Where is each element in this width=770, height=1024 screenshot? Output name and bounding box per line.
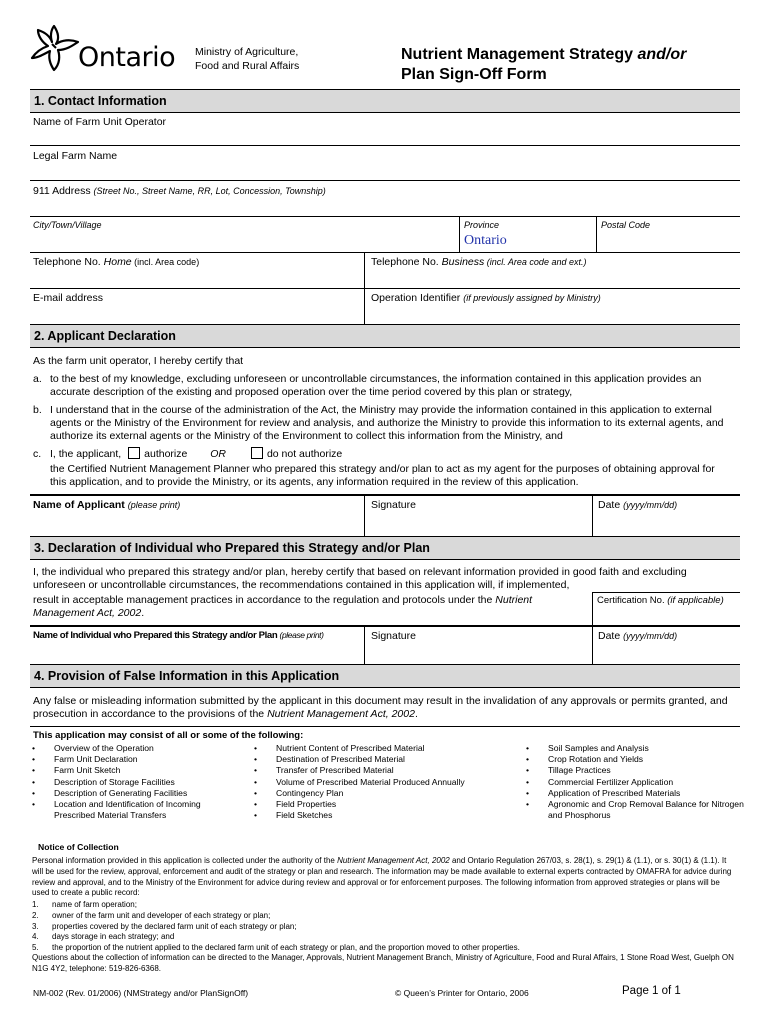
- province-value: Ontario: [464, 233, 507, 248]
- item-c-marker: c.: [33, 448, 42, 460]
- list-item: [254, 754, 514, 765]
- bullet-icon: •: [526, 776, 530, 787]
- list-item-label: Tillage Practices: [548, 765, 611, 776]
- ministry-line-2: Food and Rural Affairs: [195, 60, 300, 72]
- list-item: [254, 743, 514, 754]
- list-item: [32, 765, 242, 776]
- section-2-header: 2. Applicant Declaration: [30, 324, 740, 348]
- form-id: NM-002 (Rev. 01/2006) (NMStrategy and/or PlanSignOff): [33, 988, 249, 998]
- copyright: © Queen’s Printer for Ontario, 2006: [395, 988, 529, 998]
- item-a-marker: a.: [33, 373, 42, 385]
- divider: [30, 216, 740, 217]
- list-item: [32, 754, 242, 765]
- postal-code-label: Postal Code: [601, 220, 651, 230]
- item-b-text: I understand that in the course of the administration of the Act, the Ministry may provide the information contained in this application to external agents or the Ministry of the Environment for review and analysis, and authorize the Ministry to provide this information to its external agents, and authorize its external agents or the Ministry of the Environment to collect this information from the Ministry, and: [50, 404, 724, 442]
- notice-item: [32, 911, 737, 922]
- item-c-text: the Certified Nutrient Management Planner who prepared this strategy and/or plan to act as my agent for the purposes of obtaining approval for this application, and to provide the Ministry, or its agents, any information required in the review of this application.: [50, 463, 715, 488]
- list-item-label: Crop Rotation and Yields: [548, 754, 644, 765]
- notice-item-text: days storage in each strategy; and: [52, 932, 175, 942]
- applicant-signature-label: Signature: [371, 499, 416, 511]
- legal-farm-name-label: Legal Farm Name: [33, 150, 118, 162]
- bullet-icon: •: [32, 754, 36, 765]
- operation-identifier-label: Operation Identifier (if previously assigned by Ministry): [371, 292, 601, 304]
- section-1-header: 1. Contact Information: [30, 89, 740, 113]
- notice-heading: Notice of Collection: [38, 842, 119, 852]
- list-item-label: Destination of Prescribed Material: [276, 754, 405, 765]
- consist-heading: This application may consist of all or some of the following:: [33, 730, 304, 741]
- farm-operator-label: Name of Farm Unit Operator: [33, 116, 167, 128]
- city-label: City/Town/Village: [33, 220, 102, 230]
- consist-list-3: [526, 743, 746, 821]
- preparer-date-label: Date (yyyy/mm/dd): [598, 630, 678, 642]
- bullet-icon: •: [526, 787, 530, 798]
- divider: [30, 494, 740, 496]
- list-item: [254, 788, 514, 799]
- list-item-label: Agronomic and Crop Removal Balance for Nitrogen and Phosphorus: [548, 799, 744, 821]
- list-item-label: Soil Samples and Analysis: [548, 743, 649, 753]
- list-item-label: Application of Prescribed Materials: [548, 787, 681, 798]
- bullet-icon: •: [254, 765, 258, 776]
- email-label: E-mail address: [33, 292, 104, 304]
- logo-text: Ontario: [78, 42, 176, 73]
- list-item-label: Description of Storage Facilities: [54, 776, 175, 787]
- consist-list-2: [254, 743, 514, 821]
- notice-item-number: 5.: [32, 943, 39, 953]
- list-item-label: Field Properties: [276, 799, 337, 810]
- bullet-icon: •: [32, 776, 36, 787]
- section-3-header: 3. Declaration of Individual who Prepared this Strategy and/or Plan: [30, 536, 740, 560]
- notice-item-number: 3.: [32, 921, 39, 931]
- list-item: [526, 799, 746, 821]
- list-item: [254, 799, 514, 810]
- notice-paragraph: Personal information provided in this application is collected under the authority of the Nutrient Management Act, 2002 and Ontario Regulation 267/03, s. 28(1), s. 29(1) & (1.1), or s. 30(1) & (1.1). It will be used for the review, approval, enforcement and audit of the strategy or plan and research. The information may be made available to external experts contracted by OMAFRA for advice during review and approval, and to the Ministry of the Environment for advice during review and approval or for enforcement purposes. The following information from approved strategies or plans will be used to create a public record:: [32, 856, 732, 898]
- notice-item-number: 2.: [32, 910, 39, 920]
- ontario-logo: [30, 22, 180, 78]
- list-item: [254, 777, 514, 788]
- divider: [30, 145, 740, 146]
- bullet-icon: •: [32, 765, 36, 776]
- page-number: Page 1 of 1: [622, 985, 681, 997]
- divider: [30, 288, 740, 289]
- ministry-line-1: Ministry of Agriculture,: [195, 46, 299, 58]
- province-label: Province: [464, 220, 500, 230]
- list-item-label: Overview of the Operation: [54, 743, 154, 753]
- do-not-authorize-checkbox[interactable]: [251, 447, 263, 459]
- notice-questions: Questions about the collection of information can be directed to the Manager, Approvals, Nutrient Management Branch, Ministry of Agriculture, Food and Rural Affairs, 1 Stone Road West, Guelph ON N1G 4Y2, telephone: 519-826-6368.: [32, 953, 734, 973]
- item-a-text: to the best of my knowledge, excluding unforeseen or uncontrollable circumstances, the information contained in this application provides an accurate description of the existing and proposed operation over the time period covered by this plan or strategy,: [50, 373, 702, 398]
- applicant-date-label: Date (yyyy/mm/dd): [598, 499, 678, 511]
- bullet-icon: •: [254, 787, 258, 798]
- notice-item: [32, 922, 737, 933]
- divider: [30, 625, 740, 627]
- bullet-icon: •: [32, 787, 36, 798]
- divider: [364, 495, 365, 536]
- notice-item: [32, 932, 737, 943]
- list-item: [526, 754, 746, 765]
- notice-item-number: 1.: [32, 900, 39, 909]
- list-item: [254, 810, 514, 821]
- list-item-label: Field Sketches: [276, 810, 333, 821]
- bullet-icon: •: [526, 754, 530, 765]
- trillium-icon: [30, 22, 82, 74]
- divider: [30, 180, 740, 181]
- section-3-text: I, the individual who prepared this strategy and/or plan, hereby certify that based on relevant information provided in good faith and excluding unforeseen or uncontrollable circumstances, the recommendations contained in this application will, if implemented,: [33, 566, 687, 591]
- bullet-icon: •: [526, 799, 530, 810]
- list-item-label: Farm Unit Sketch: [54, 765, 121, 776]
- telephone-business-label: Telephone No. Business (incl. Area code and ext.): [371, 256, 587, 268]
- section-3-text-cont: result in acceptable management practices in accordance to the regulation and protocols under the Nutrient Management Act, 2002.: [33, 594, 533, 619]
- bullet-icon: •: [254, 810, 258, 821]
- certification-label: Certification No. (if applicable): [597, 595, 724, 606]
- bullet-icon: •: [32, 799, 36, 810]
- divider: [592, 626, 593, 664]
- list-item: [526, 788, 746, 799]
- divider: [30, 252, 740, 253]
- divider: [364, 626, 365, 664]
- notice-item-text: name of farm operation;: [52, 900, 137, 909]
- list-item-label: Location and Identification of Incoming Prescribed Material Transfers: [54, 799, 201, 821]
- item-b-marker: b.: [33, 404, 42, 416]
- address-label: 911 Address (Street No., Street Name, RR, Lot, Concession, Township): [33, 185, 326, 197]
- list-item-label: Commercial Fertilizer Application: [548, 776, 674, 787]
- item-c-choice: I, the applicant, authorize OR do not authorize: [50, 448, 343, 460]
- divider: [592, 495, 593, 536]
- telephone-home-label: Telephone No. Home (incl. Area code): [33, 256, 200, 268]
- bullet-icon: •: [32, 743, 36, 753]
- divider: [459, 216, 460, 252]
- list-item: [254, 765, 514, 776]
- section-4-header: 4. Provision of False Information in this Application: [30, 664, 740, 688]
- declaration-intro: As the farm unit operator, I hereby certify that: [33, 355, 244, 367]
- preparer-signature-label: Signature: [371, 630, 416, 642]
- list-item: [526, 765, 746, 776]
- authorize-checkbox[interactable]: [128, 447, 140, 459]
- applicant-name-label: Name of Applicant (please print): [33, 499, 181, 511]
- bullet-icon: •: [254, 776, 258, 787]
- preparer-name-label: Name of Individual who Prepared this Strategy and/or Plan (please print): [33, 630, 324, 641]
- list-item: [32, 799, 242, 821]
- notice-item-text: the proportion of the nutrient applied to the declared farm unit of each strategy or plan, and the proportion moved to other properties.: [52, 943, 520, 953]
- bullet-icon: •: [254, 743, 258, 753]
- list-item-label: Contingency Plan: [276, 787, 344, 798]
- list-item: [32, 788, 242, 799]
- list-item: [32, 777, 242, 788]
- notice-item-text: properties covered by the declared farm unit of each strategy or plan;: [52, 921, 297, 931]
- bullet-icon: •: [254, 754, 258, 765]
- section-4-text: Any false or misleading information submitted by the applicant in this document may result in the invalidation of any approvals or permits granted, and prosecution in accordance to the provisions of the Nutrient Management Act, 2002.: [33, 695, 728, 720]
- bullet-icon: •: [254, 799, 258, 810]
- form-title: Nutrient Management Strategy and/or Plan Sign-Off Form: [401, 46, 687, 83]
- notice-item: [32, 900, 737, 911]
- list-item-label: Farm Unit Declaration: [54, 754, 138, 765]
- list-item: [526, 777, 746, 788]
- list-item: [526, 743, 746, 754]
- notice-item-number: 4.: [32, 932, 39, 942]
- list-item-label: Nutrient Content of Prescribed Material: [276, 743, 425, 753]
- consist-list-1: [32, 743, 242, 821]
- list-item: [32, 743, 242, 754]
- notice-list: [32, 900, 737, 954]
- notice-item-text: owner of the farm unit and developer of each strategy or plan;: [52, 910, 271, 920]
- divider: [596, 216, 597, 252]
- bullet-icon: •: [526, 743, 530, 753]
- bullet-icon: •: [526, 765, 530, 776]
- list-item-label: Volume of Prescribed Material Produced Annually: [276, 776, 465, 787]
- list-item-label: Description of Generating Facilities: [54, 787, 188, 798]
- divider: [30, 726, 740, 727]
- list-item-label: Transfer of Prescribed Material: [276, 765, 394, 776]
